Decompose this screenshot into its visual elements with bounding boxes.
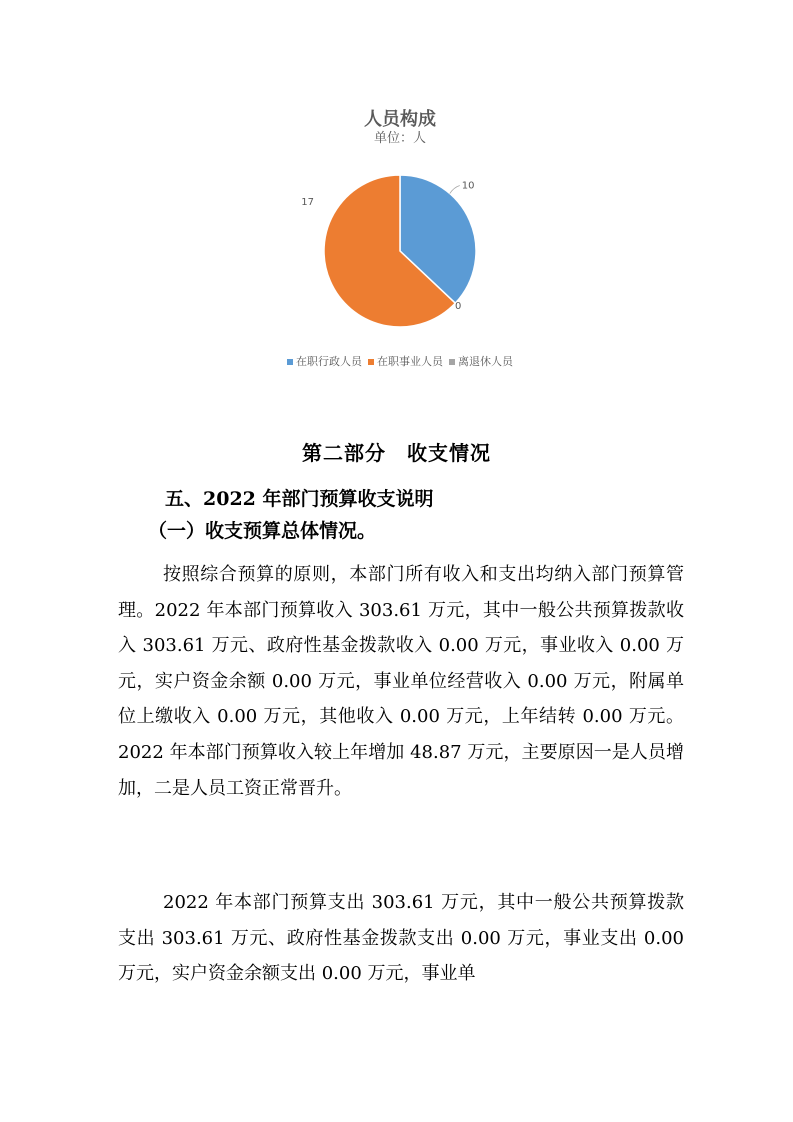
- paragraph-expenditure: 2022 年本部门预算支出 303.61 万元，其中一般公共预算拨款支出 303.61 万元、政府性基金拨款支出 0.00 万元，事业支出 0.00 万元，实户资金余额支出 0.00 万元，事业单: [118, 892, 684, 985]
- pie-data-label-3: 0: [455, 301, 462, 312]
- pie-label-leader-1: [450, 186, 460, 194]
- legend-swatch-icon: [287, 359, 293, 365]
- heading-overall-situation: （一）收支预算总体情况。: [148, 520, 377, 542]
- heading-budget-explanation: 五、2022 年部门预算收支说明: [165, 488, 434, 510]
- personnel-pie-chart: [250, 95, 550, 385]
- legend-item-2: [368, 353, 443, 369]
- legend-label: 在职行政人员: [296, 355, 362, 368]
- pie-svg: [250, 95, 550, 345]
- legend-item-3: [449, 353, 513, 369]
- legend-label: 离退休人员: [458, 355, 513, 368]
- chart-legend: [250, 353, 550, 369]
- paragraph-income: 按照综合预算的原则，本部门所有收入和支出均纳入部门预算管理。2022 年本部门预算收入 303.61 万元，其中一般公共预算拨款收入 303.61 万元、政府性基金拨款收入 0.00 万元，事业收入 0.00 万元，实户资金余额 0.00 万元，事业单位经营收入 0.00 万元，附属单位上缴收入 0.00 万元，其他收入 0.00 万元，上年结转 0.00 万元。2022 年本部门预算收入较上年增加 48.87 万元，主要原因一是人员增加，二是人员工资正常晋升。: [118, 564, 684, 799]
- legend-swatch-icon: [449, 359, 455, 365]
- chart-title: 人员构成: [364, 109, 436, 130]
- pie-data-label-2: 17: [301, 197, 314, 208]
- legend-swatch-icon: [368, 359, 374, 365]
- pie-data-label-1: 10: [461, 180, 475, 192]
- legend-item-1: [287, 353, 362, 369]
- section-title: 第二部分 收支情况: [302, 441, 491, 465]
- chart-subtitle: 单位：人: [373, 131, 426, 146]
- legend-label: 在职事业人员: [377, 355, 443, 368]
